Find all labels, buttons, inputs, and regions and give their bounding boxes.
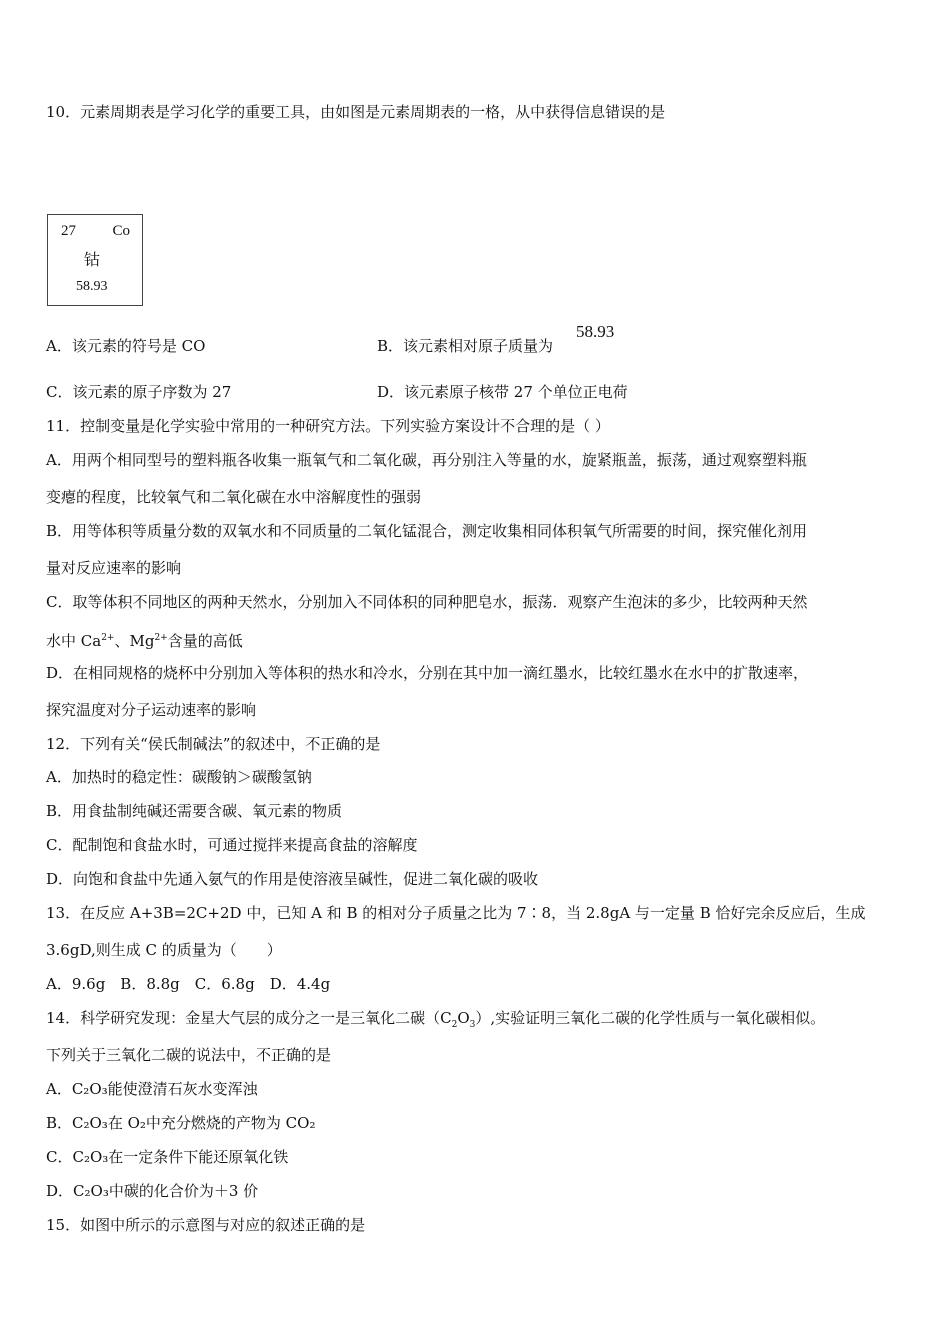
q12-option-c: C．配制饱和食盐水时，可通过搅拌来提高食盐的溶解度 [46, 836, 418, 854]
q10-option-b-value: 58.93 [576, 322, 615, 341]
element-symbol: Co [112, 223, 130, 239]
q11-c-text-b: 、Mg [114, 632, 155, 650]
q14-stem-b: ）,实验证明三氧化二碳的化学性质与一氧化碳相似。 [475, 1009, 826, 1027]
q11-option-c-line1: C．取等体积不同地区的两种天然水，分别加入不同体积的同种肥皂水，振荡．观察产生泡沫的多少，比较两种天然 [46, 593, 808, 611]
q10-option-d: D．该元素原子核带 27 个单位正电荷 [377, 383, 628, 401]
q13-stem-line1: 13．在反应 A+3B=2C+2D 中，已知 A 和 B 的相对分子质量之比为 7∶8，当 2.8gA 与一定量 B 恰好完余反应后，生成 [46, 904, 866, 922]
q10-option-c: C．该元素的原子序数为 27 [46, 383, 232, 401]
q10-stem: 10．元素周期表是学习化学的重要工具，由如图是元素周期表的一格，从中获得信息错误的是 [46, 103, 666, 121]
q12-option-a: A．加热时的稳定性：碳酸钠＞碳酸氢钠 [46, 768, 312, 786]
q13-options: A．9.6g B．8.8g C．6.8g D．4.4g [46, 975, 331, 993]
q11-option-a-line1: A．用两个相同型号的塑料瓶各收集一瓶氧气和二氧化碳，再分别注入等量的水，旋紧瓶盖，振荡，通过观察塑料瓶 [46, 451, 807, 469]
q10-option-a: A．该元素的符号是 CO [46, 337, 206, 355]
atomic-number: 27 [61, 223, 76, 239]
q10-option-b: B．该元素相对原子质量为 [377, 337, 554, 355]
q11-c-text-c: 含量的高低 [167, 632, 243, 650]
q11-option-c-line2 [46, 628, 243, 651]
periodic-table-cell [47, 214, 143, 306]
atomic-mass: 58.93 [76, 279, 108, 294]
q14-option-d: D．C₂O₃中碳的化合价为＋3 价 [46, 1182, 259, 1200]
q14-stem-a: 14．科学研究发现：金星大气层的成分之一是三氧化二碳（C [46, 1009, 452, 1027]
q11-option-d-line1: D．在相同规格的烧杯中分别加入等体积的热水和冷水，分别在其中加一滴红墨水，比较红墨水在水中的扩散速率， [46, 664, 809, 682]
q13-stem-line2: 3.6gD,则生成 C 的质量为（ ） [46, 941, 282, 959]
q14-option-b: B．C₂O₃在 O₂中充分燃烧的产物为 CO₂ [46, 1114, 316, 1132]
q14-option-a: A．C₂O₃能使澄清石灰水变浑浊 [46, 1080, 258, 1098]
q11-option-b-line2: 量对反应速率的影响 [46, 559, 182, 577]
q11-c-sup1: 2+ [101, 633, 115, 643]
q11-option-b-line1: B．用等体积等质量分数的双氧水和不同质量的二氧化锰混合，测定收集相同体积氧气所需要的时间，探究催化剂用 [46, 522, 808, 540]
q14-stem-line1: 14．科学研究发现：金星大气层的成分之一是三氧化二碳$(C_2O_3)$,实验证明三氧化二碳的化学性质与一氧化碳相似。 [46, 1009, 826, 1030]
element-name: 钴 [84, 252, 101, 269]
q12-option-d: D．向饱和食盐中先通入氨气的作用是使溶液呈碱性，促进二氧化碳的吸收 [46, 870, 539, 888]
q12-stem: 12．下列有关“侯氏制碱法”的叙述中，不正确的是 [46, 735, 381, 753]
q11-option-a-line2: 变瘪的程度，比较氧气和二氧化碳在水中溶解度性的强弱 [46, 488, 422, 506]
q11-c-sup2: 2+ [154, 633, 168, 643]
q15-stem: 15．如图中所示的示意图与对应的叙述正确的是 [46, 1216, 366, 1234]
q14-option-c: C．C₂O₃在一定条件下能还原氧化铁 [46, 1148, 289, 1166]
q12-option-b: B．用食盐制纯碱还需要含碳、氧元素的物质 [46, 802, 343, 820]
q11-stem: 11．控制变量是化学实验中常用的一种研究方法。下列实验方案设计不合理的是（ ） [46, 417, 610, 435]
q11-c-text-a: 水中 Ca [46, 632, 102, 650]
q14-stem-line2: 下列关于三氧化二碳的说法中，不正确的是 [46, 1046, 332, 1064]
q11-option-d-line2: 探究温度对分子运动速率的影响 [46, 701, 257, 719]
